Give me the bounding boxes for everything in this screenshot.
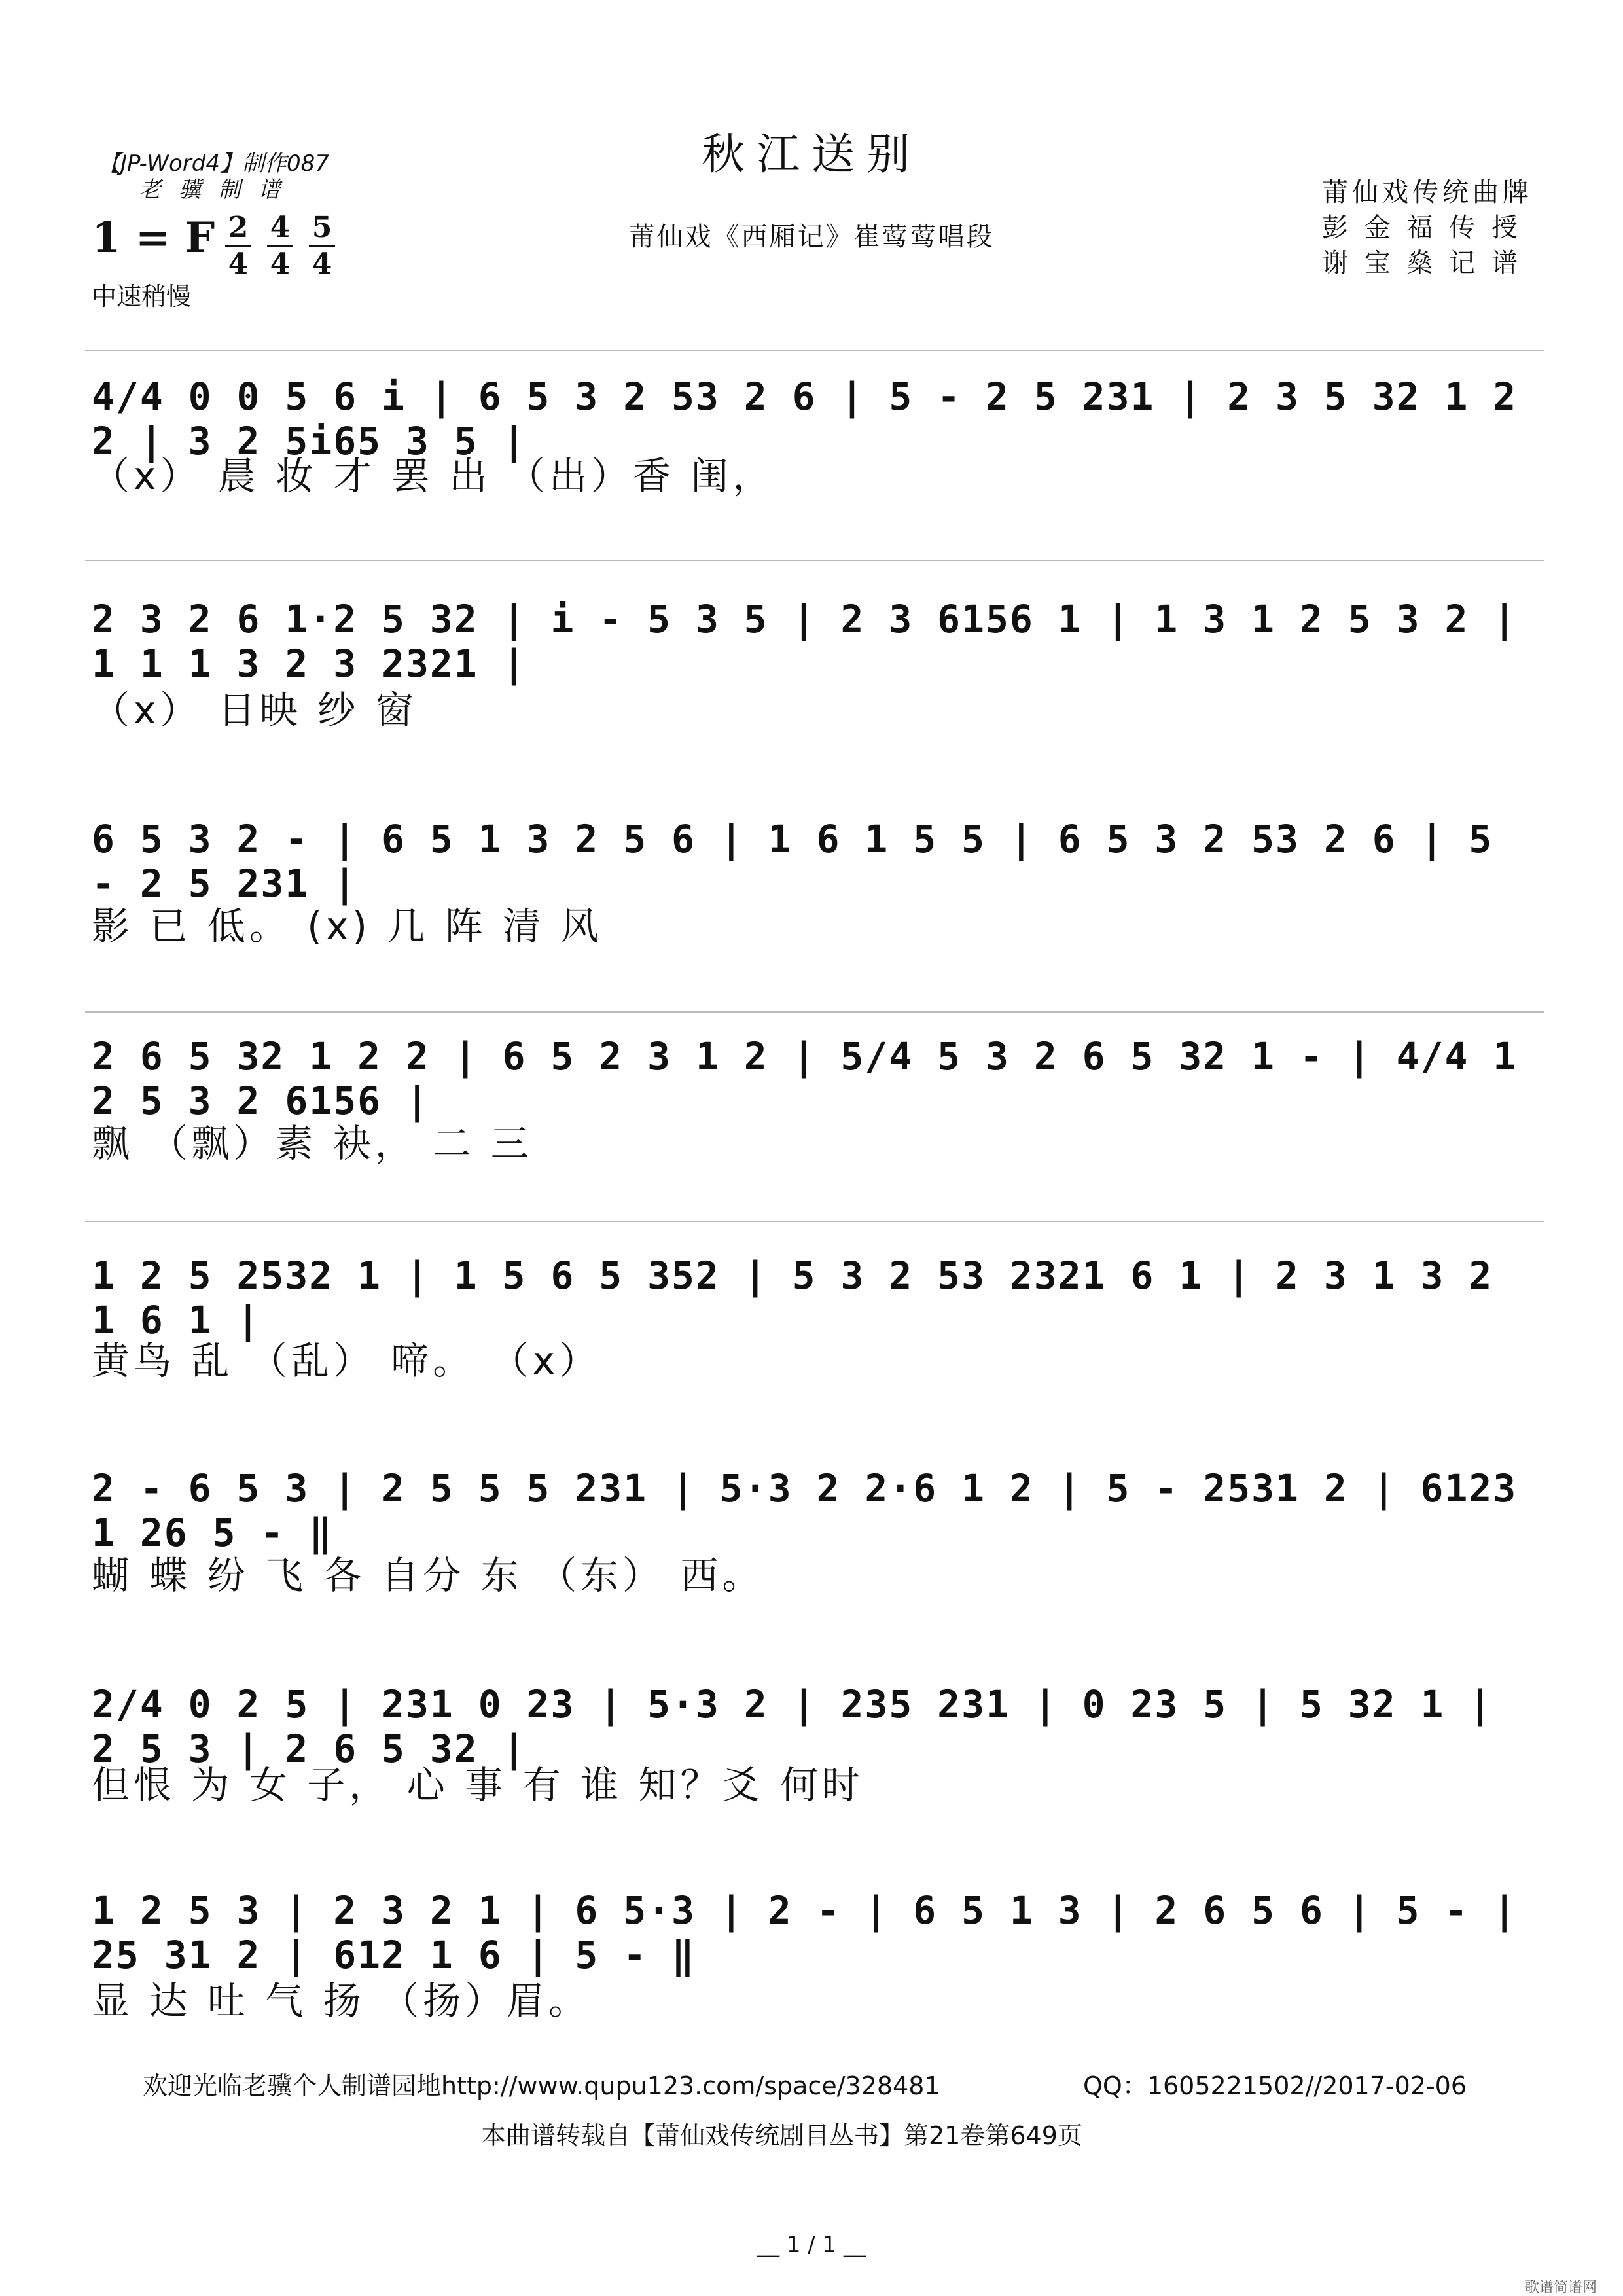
music-row-6: 2 - 6 5 3 | 2 5 5 5 231 | 5·3 2 2·6 1 2 | 5 - 2531 2 | 6123 1 26 5 - ‖ [92,1466,1518,1555]
score-subtitle: 莆仙戏《西厢记》崔莺莺唱段 [628,222,995,252]
phrase-slur-line [85,560,1544,561]
time-signature-denominator: 4 [228,247,249,281]
time-signature-numerator: 5 [312,211,332,244]
music-row-8: 1 2 5 3 | 2 3 2 1 | 6 5·3 | 2 - | 6 5 1 3 | 2 6 5 6 | 5 - | 25 31 2 | 612 1 6 | 5 - ‖ [92,1888,1518,1977]
score-title: 秋江送别 [702,129,921,179]
time-signature-denominator: 4 [312,247,332,281]
footer-website: 欢迎光临老骥个人制谱园地http://www.qupu123.com/space/328481 [143,2072,940,2100]
lyric-row-3: 影 已 低。 (x) 几 阵 清 风 [92,904,603,948]
time-signature-numerator: 4 [270,211,291,244]
time-signature-2 [267,213,293,279]
meta-source: 莆仙戏传统曲牌 [1322,177,1533,207]
time-signature-3 [309,213,335,279]
meta-teacher: 彭 金 福 传 授 [1322,213,1522,243]
music-row-1: 4/4 0 0 5 6 i | 6 5 3 2 53 2 6 | 5 - 2 5 231 | 2 3 5 32 1 2 2 | 3 2 5i65 3 5 | [92,374,1518,463]
lyric-row-4: 飘 （飘）素 袂， 二 三 [92,1121,533,1166]
meta-notator: 谢 宝 燊 记 谱 [1322,248,1522,278]
music-row-3: 6 5 3 2 - | 6 5 1 3 2 5 6 | 1 6 1 5 5 | 6 5 3 2 53 2 6 | 5 - 2 5 231 | [92,817,1493,906]
key-signature: 1 = F [92,213,215,262]
time-signature-1 [225,213,251,279]
lyric-row-2: （x） 日映 纱 窗 [92,688,418,732]
lyric-row-5: 黄鸟 乱 （乱） 啼。 （x） [92,1338,601,1383]
lyric-row-8: 显 达 吐 气 扬 （扬）眉。 [92,1979,591,2023]
tempo-marking: 中速稍慢 [92,282,192,311]
music-row-4: 2 6 5 32 1 2 2 | 6 5 2 3 1 2 | 5/4 5 3 2 6 5 32 1 - | 4/4 1 2 5 3 2 6156 | [92,1034,1518,1123]
page-number: __ 1 / 1 __ [757,2232,866,2258]
music-row-7: 2/4 0 2 5 | 231 0 23 | 5·3 2 | 235 231 | 0 23 5 | 5 32 1 | 2 5 3 | 2 6 5 32 | [92,1682,1493,1771]
time-signature-numerator: 2 [228,211,249,244]
music-row-2: 2 3 2 6 1·2 5 32 | i - 5 3 5 | 2 3 6156 1 | 1 3 1 2 5 3 2 | 1 1 1 3 2 3 2321 | [92,597,1518,686]
music-row-5: 1 2 5 2532 1 | 1 5 6 5 352 | 5 3 2 53 2321 6 1 | 2 3 1 3 2 1 6 1 | [92,1253,1493,1342]
lyric-row-6: 蝴 蝶 纷 飞 各 自分 东 （东） 西。 [92,1553,764,1598]
footer-source: 本曲谱转载自【莆仙戏传统剧目丛书】第21卷第649页 [481,2121,1082,2150]
phrase-slur-line [85,1011,1544,1013]
phrase-slur-line [85,350,1544,351]
credit-author: 老 骥 制 谱 [139,177,286,203]
lyric-row-7: 但恨 为 女 子， 心 事 有 谁 知？爻 何时 [92,1763,864,1807]
watermark: 歌谱简谱网 [1525,2280,1597,2296]
phrase-slur-line [85,1221,1544,1222]
time-signature-denominator: 4 [270,247,291,281]
footer-qq: QQ：1605221502//2017-02-06 [1083,2072,1467,2100]
lyric-row-1: （x） 晨 妆 才 罢 出 （出）香 闺， [92,454,775,498]
credit-maker: 【JP-Word4】制作087 [98,151,329,177]
